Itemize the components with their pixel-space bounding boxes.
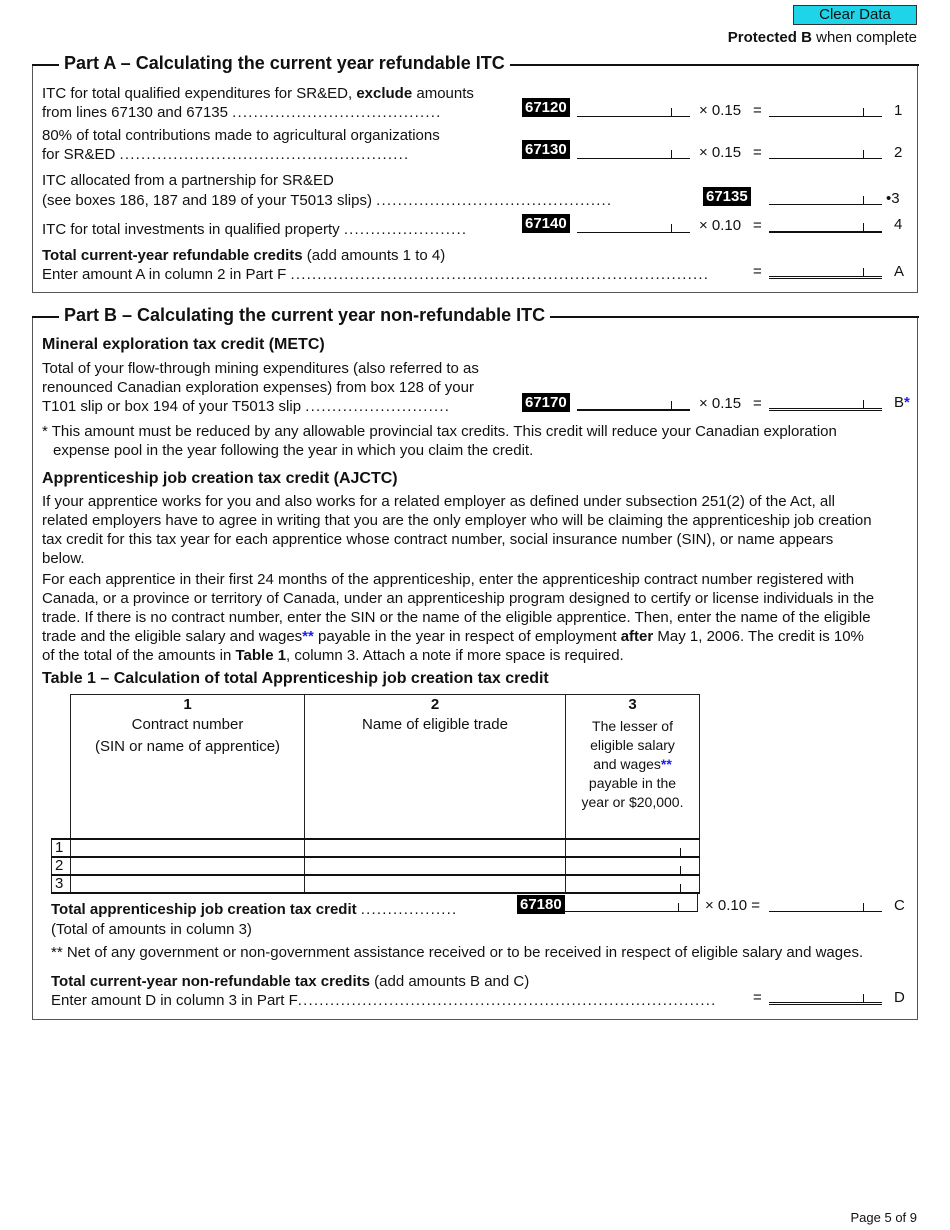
line-4-equals: = — [753, 217, 762, 234]
total-d-text-2: Enter amount D in column 3 in Part F.............................................................................. — [51, 992, 717, 1009]
code-67170: 67170 — [522, 393, 570, 412]
ajctc-paragraph-1: If your apprentice works for you and also works for a related employer as defined under subsection 251(2) of the Act, all related employers have to agree in writing that you are the only employer who will be claiming the apprenticeship job creation tax credit for this tax year for each apprentice whose contract number, social insurance number (SIN), or name appears below. — [42, 493, 872, 567]
total-d-output[interactable] — [769, 987, 882, 1005]
metc-heading: Mineral exploration tax credit (METC) — [42, 336, 325, 353]
column-2-header: 2 Name of eligible trade — [305, 695, 566, 839]
code-67135: 67135 — [703, 187, 751, 206]
total-a-text: Total current-year refundable credits (add amounts 1 to 4) — [42, 247, 446, 264]
metc-line-1: Total of your flow-through mining expenditures (also referred to as — [42, 360, 479, 377]
total-a-text-2: Enter amount A in column 2 in Part F .............................................................................. — [42, 266, 710, 283]
clear-data-button[interactable]: Clear Data — [793, 5, 917, 25]
line-2-number: 2 — [894, 144, 903, 161]
trade-name-input[interactable] — [305, 839, 566, 857]
line-2-text-2: for SR&ED ...................................................... — [42, 146, 410, 163]
total-a-letter: A — [894, 263, 905, 280]
row-number: 3 — [52, 875, 71, 893]
table-1 — [51, 694, 700, 894]
protected-label — [728, 29, 917, 46]
total-ajctc-input[interactable] — [564, 894, 698, 912]
line-1-output[interactable] — [769, 99, 882, 117]
trade-name-input[interactable] — [305, 857, 566, 875]
line-1-equals: = — [753, 102, 762, 119]
line-4-number: 4 — [894, 216, 903, 233]
row-number: 1 — [52, 839, 71, 857]
total-d-text: Total current-year non-refundable tax credits (add amounts B and C) — [51, 973, 530, 990]
line-2-text: 80% of total contributions made to agricultural organizations — [42, 127, 440, 144]
metc-line-3: T101 slip or box 194 of your T5013 slip ........................... — [42, 398, 451, 415]
part-a-title: Part A – Calculating the current year refundable ITC — [59, 53, 510, 74]
column-1-header: 1 Contract number (SIN or name of apprentice) — [71, 695, 305, 839]
metc-input[interactable] — [577, 393, 690, 411]
code-67120: 67120 — [522, 98, 570, 117]
protected-b-text: Protected B — [727, 29, 812, 46]
metc-note-1: * This amount must be reduced by any allowable provincial tax credits. This credit will reduce your Canadian exploration — [42, 423, 837, 440]
amount-input[interactable] — [566, 839, 700, 857]
total-d-equals: = — [753, 989, 762, 1006]
page-number: Page 5 of 9 — [850, 1210, 917, 1225]
total-ajctc-output[interactable] — [769, 894, 882, 912]
contract-number-input[interactable] — [71, 875, 305, 893]
code-67180: 67180 — [517, 895, 565, 914]
contract-number-input[interactable] — [71, 839, 305, 857]
metc-line-2: renounced Canadian exploration expenses) from box 128 of your — [42, 379, 474, 396]
table-row — [52, 839, 700, 857]
metc-output[interactable] — [769, 393, 882, 411]
metc-equals: = — [753, 395, 762, 412]
row-number: 2 — [52, 857, 71, 875]
line-1-number: 1 — [894, 102, 903, 119]
ajctc-heading: Apprenticeship job creation tax credit (AJCTC) — [42, 470, 398, 487]
line-2-input[interactable] — [577, 141, 690, 159]
line-1-multiplier: × 0.15 — [699, 102, 742, 119]
line-4-output[interactable] — [769, 215, 882, 233]
line-3-input[interactable] — [769, 187, 882, 205]
contract-number-input[interactable] — [71, 857, 305, 875]
ajctc-paragraph-2: For each apprentice in their first 24 months of the apprenticeship, enter the apprenticeship contract number registered with Canada, or a province or territory of Canada, under an apprenticeship program designed to certify or license individuals in the trade. If there is no contract number, enter the SIN or the name of the eligible apprentice. Then, enter the name of the eligible trade and the eligible salary and wages** payable in the year in respect of employment after May 1, 2006. The credit is 10% of the total of the amounts in Table 1, column 3. Attach a note if more space is required. — [42, 571, 875, 664]
code-67140: 67140 — [522, 214, 570, 233]
table-row — [52, 875, 700, 893]
amount-input[interactable] — [566, 875, 700, 893]
metc-note-2: expense pool in the year following the year in which you claim the credit. — [53, 442, 534, 459]
part-b-title: Part B – Calculating the current year non-refundable ITC — [59, 305, 550, 326]
total-ajctc-subtext: (Total of amounts in column 3) — [51, 921, 252, 938]
table-1-title: Table 1 – Calculation of total Apprenticeship job creation tax credit — [42, 670, 549, 687]
line-3-text: ITC allocated from a partnership for SR&ED — [42, 172, 334, 189]
when-complete-text: when complete — [811, 29, 917, 46]
total-d-letter: D — [894, 989, 905, 1006]
code-67130: 67130 — [522, 140, 570, 159]
part-a-section — [32, 53, 918, 293]
total-ajctc-multiplier: × 0.10 = — [705, 897, 761, 914]
line-1-text: ITC for total qualified expenditures for SR&ED, exclude amounts — [42, 85, 474, 102]
line-1-input[interactable] — [577, 99, 690, 117]
total-a-output[interactable] — [769, 261, 882, 279]
line-3-text-2: (see boxes 186, 187 and 189 of your T5013 slips) ............................................ — [42, 192, 613, 209]
line-4-input[interactable] — [577, 215, 690, 233]
column-3-header: 3 The lesser of eligible salary and wages** payable in the year or $20,000. — [566, 695, 700, 839]
amount-input[interactable] — [566, 857, 700, 875]
trade-name-input[interactable] — [305, 875, 566, 893]
line-4-text: ITC for total investments in qualified property ....................... — [42, 221, 468, 238]
total-a-equals: = — [753, 263, 762, 280]
metc-letter: B* — [894, 394, 910, 411]
line-2-equals: = — [753, 144, 762, 161]
line-2-multiplier: × 0.15 — [699, 144, 742, 161]
table-row — [52, 857, 700, 875]
double-star-note: ** Net of any government or non-government assistance received or to be received in respect of eligible salary and wages. — [51, 944, 864, 961]
line-2-output[interactable] — [769, 141, 882, 159]
total-ajctc-letter: C — [894, 897, 905, 914]
line-1-text-2: from lines 67130 and 67135 ....................................... — [42, 104, 442, 121]
part-b-section — [32, 305, 918, 1020]
line-3-number: •3 — [886, 190, 900, 207]
metc-multiplier: × 0.15 — [699, 395, 742, 412]
total-ajctc-text: Total apprenticeship job creation tax credit .................. — [51, 901, 458, 918]
line-4-multiplier: × 0.10 — [699, 217, 742, 234]
